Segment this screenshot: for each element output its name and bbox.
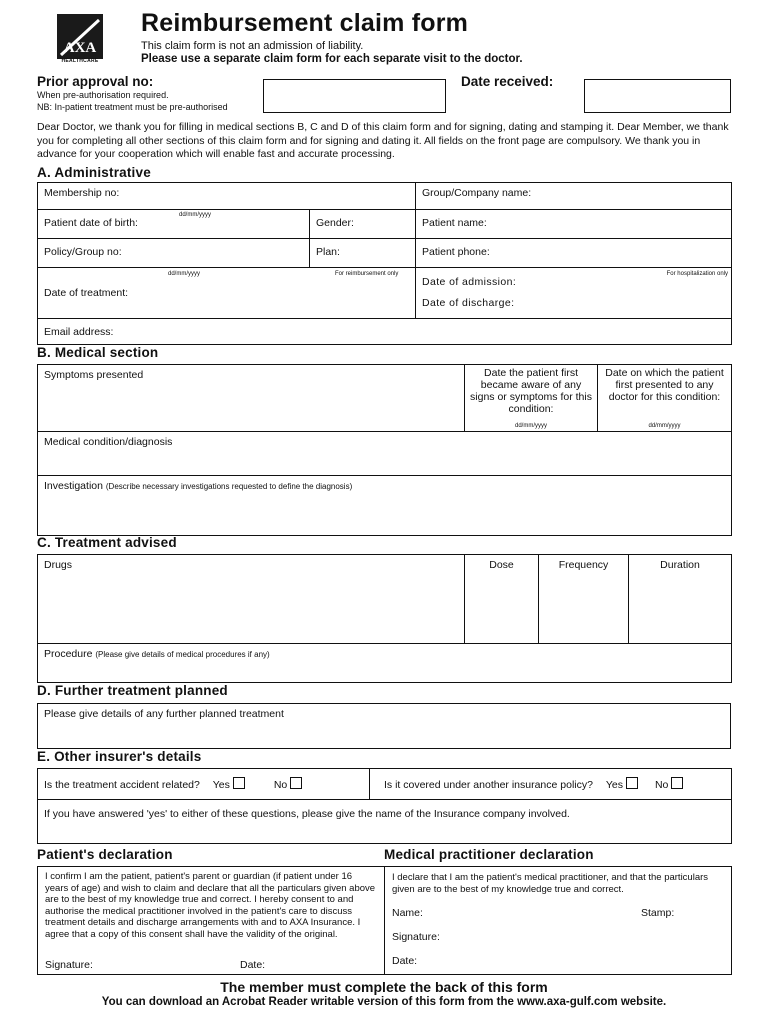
medical-stamp-label: Stamp: [641, 907, 675, 919]
investigation-note: (Describe necessary investigations requested to define the diagnosis) [105, 482, 353, 491]
logo-caption: HEALTHCARE [61, 58, 99, 64]
accident-no-label: No [273, 779, 288, 791]
duration-label: Duration [660, 559, 700, 571]
aware-date-label: Date the patient first became aware of any signs or symptoms for this condition: [470, 367, 592, 415]
membership-label: Membership no: [44, 187, 120, 199]
gender-field[interactable] [310, 210, 416, 239]
treatment-date-label: Date of treatment: [44, 287, 129, 299]
procedure-field[interactable] [38, 644, 732, 683]
insurer-table [37, 768, 732, 844]
accident-label: Is the treatment accident related? [44, 779, 200, 791]
footer-download-note: You can download an Acrobat Reader writable version of this form from the www.axa-gulf.com website. [101, 996, 667, 1008]
investigation-label: Investigation [44, 480, 103, 492]
phone-field[interactable] [416, 239, 732, 268]
dob-label: Patient date of birth: [44, 217, 138, 229]
dose-field[interactable] [465, 555, 539, 644]
prior-approval-nb: NB: In-patient treatment must be pre-authorised [37, 102, 228, 112]
procedure-label: Procedure [44, 648, 93, 660]
presented-date-label: Date on which the patient first presented to any doctor for this condition: [605, 367, 724, 403]
prior-approval-note: When pre-authorisation required. [37, 90, 169, 100]
dob-field[interactable] [38, 210, 310, 239]
medical-declaration-title: Medical practitioner declaration [384, 847, 594, 862]
date-received-field[interactable] [584, 79, 731, 113]
procedure-note: (Please give details of medical procedures if any) [95, 650, 270, 659]
plan-label: Plan: [316, 246, 340, 258]
accident-yes-checkbox[interactable] [233, 777, 245, 789]
aware-format: dd/mm/yyyy [514, 423, 547, 429]
insurer-name-field[interactable] [38, 800, 732, 844]
administrative-table [37, 182, 732, 345]
treatment-date-field[interactable] [38, 268, 416, 319]
frequency-field[interactable] [539, 555, 629, 644]
dob-format: dd/mm/yyyy [179, 212, 212, 218]
medical-name-label: Name: [392, 907, 423, 919]
plan-field[interactable] [310, 239, 416, 268]
phone-label: Patient phone: [422, 246, 490, 258]
section-a-title: A. Administrative [37, 165, 151, 180]
medical-signature-label: Signature: [392, 931, 440, 943]
accident-no-checkbox[interactable] [290, 777, 302, 789]
footer-notice: The member must complete the back of this form [220, 979, 548, 995]
patient-name-label: Patient name: [422, 217, 487, 229]
aware-date-field[interactable] [465, 365, 598, 432]
form-subtitle: This claim form is not an admission of liability. [141, 40, 364, 52]
duration-field[interactable] [629, 555, 732, 644]
group-field[interactable] [416, 183, 732, 210]
covered-no-label: No [654, 779, 669, 791]
patient-declaration-title: Patient's declaration [37, 847, 173, 862]
diagnosis-label: Medical condition/diagnosis [44, 436, 173, 448]
covered-no-checkbox[interactable] [671, 777, 683, 789]
medical-date-label: Date: [392, 955, 418, 967]
patient-date-label: Date: [240, 959, 266, 971]
drugs-field[interactable] [38, 555, 465, 644]
drugs-label: Drugs [44, 559, 73, 571]
treatment-table [37, 554, 732, 683]
policy-label: Policy/Group no: [44, 246, 122, 258]
section-c-title: C. Treatment advised [37, 535, 177, 550]
hospitalization-only-note: For hospitalization only [666, 271, 729, 277]
admission-label: Date of admission: [422, 276, 517, 288]
axa-logo [57, 14, 103, 59]
further-treatment-label: Please give details of any further planned treatment [44, 708, 284, 720]
section-e-title: E. Other insurer's details [37, 749, 202, 764]
form-instruction: Please use a separate claim form for each separate visit to the doctor. [141, 53, 523, 65]
further-treatment-table [37, 703, 731, 749]
membership-field[interactable] [38, 183, 416, 210]
treatment-format: dd/mm/yyyy [168, 271, 201, 277]
patient-name-field[interactable] [416, 210, 732, 239]
policy-field[interactable] [38, 239, 310, 268]
covered-label: Is it covered under another insurance policy? [384, 779, 593, 791]
reimbursement-only-note: For reimbursement only [335, 271, 399, 277]
medical-declaration-box [385, 867, 732, 975]
symptoms-label: Symptoms presented [44, 369, 144, 381]
group-label: Group/Company name: [422, 187, 532, 199]
date-received-label: Date received: [461, 74, 554, 89]
covered-question [370, 769, 732, 800]
section-d-title: D. Further treatment planned [37, 683, 228, 698]
form-title: Reimbursement claim form [141, 9, 469, 37]
presented-format: dd/mm/yyyy [648, 423, 681, 429]
discharge-label: Date of discharge: [422, 297, 515, 309]
presented-date-field[interactable] [598, 365, 732, 432]
prior-approval-field[interactable] [263, 79, 446, 113]
medical-table [37, 364, 732, 536]
further-treatment-field[interactable] [38, 704, 731, 749]
email-label: Email address: [44, 326, 114, 338]
covered-yes-label: Yes [605, 779, 624, 791]
email-field[interactable] [38, 319, 732, 345]
intro-paragraph: Dear Doctor, we thank you for filling in medical sections B, C and D of this claim form and for signing, dating and stamping it. Dear Member, we thank you for completing all other sections of this claim form and for signing and dating it. All fields on the front page are compulsory. We thank you in advance for your cooperation which will enable fast and accurate processing. [37, 121, 729, 160]
patient-signature-label: Signature: [45, 959, 93, 971]
medical-declaration-text: I declare that I am the patient's medical practitioner, and that the particulars given are to the best of my knowledge true and correct. [392, 872, 709, 895]
symptoms-field[interactable] [38, 365, 465, 432]
prior-approval-label: Prior approval no: [37, 74, 154, 89]
patient-declaration-box [38, 867, 385, 975]
insurer-name-label: If you have answered 'yes' to either of these questions, please give the name of the Insurance company involved. [44, 808, 570, 820]
investigation-field[interactable] [38, 476, 732, 536]
section-b-title: B. Medical section [37, 345, 159, 360]
hospitalization-field[interactable] [416, 268, 732, 319]
declaration-table [37, 866, 732, 975]
accident-question [38, 769, 370, 800]
covered-yes-checkbox[interactable] [626, 777, 638, 789]
diagnosis-field[interactable] [38, 432, 732, 476]
dose-label: Dose [489, 559, 514, 571]
svg-text:AXA: AXA [63, 40, 97, 56]
patient-declaration-text: I confirm I am the patient, patient's parent or guardian (if patient under 16 years of age) and wish to claim and declare that all the particulars given above are to the best of my knowledge true and correct. I hereby consent to and authorise the medical practitioner involved in the patient's care to discuss treatment details and discharge arrangements with and to AXA Insurance. I agree that a copy of this consent shall have the validity of the original. [45, 871, 376, 940]
gender-label: Gender: [316, 217, 354, 229]
accident-yes-label: Yes [212, 779, 230, 791]
frequency-label: Frequency [558, 559, 609, 571]
